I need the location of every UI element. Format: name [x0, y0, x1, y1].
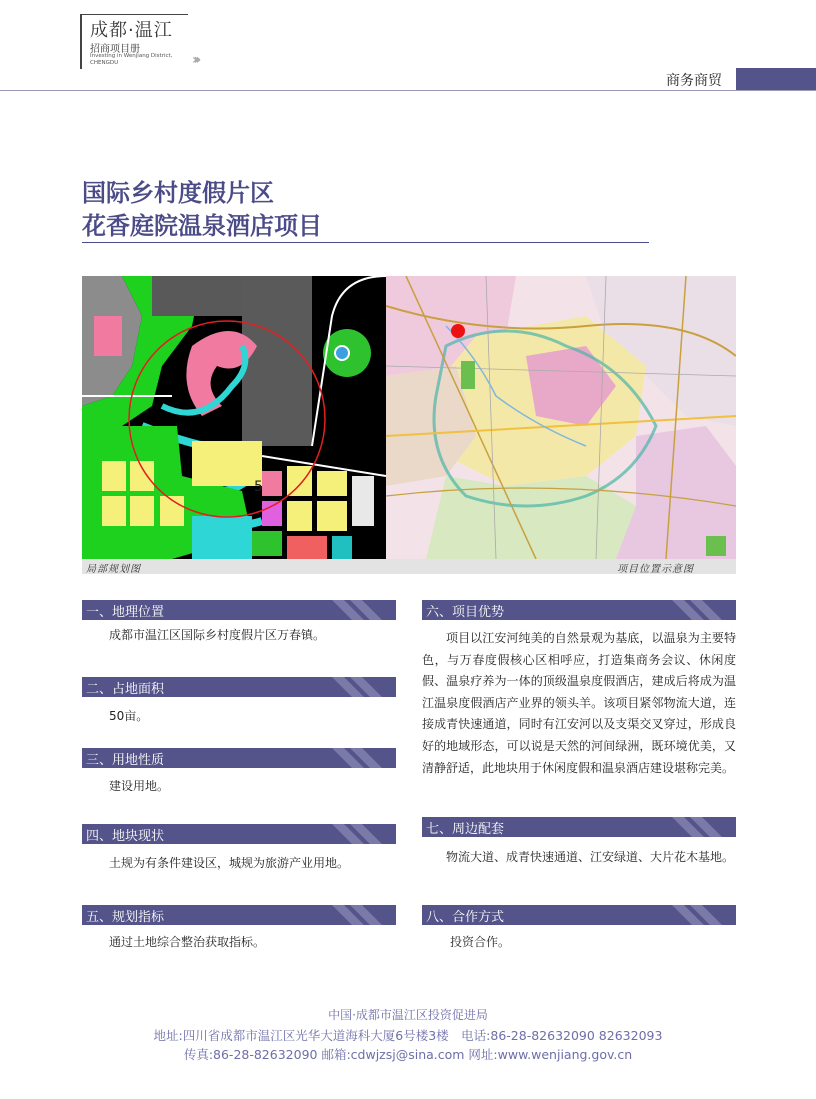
page-title-line1: 国际乡村度假片区 [82, 179, 274, 207]
section-header-surroundings: 七、周边配套 [422, 817, 736, 837]
logo-title: 成都·温江 [90, 20, 173, 41]
section-header-advantages: 六、项目优势 [422, 600, 736, 620]
chevron-right-icon: ››› [192, 52, 198, 68]
section-tag [736, 68, 816, 90]
footer-agency: 中国·成都市温江区投资促进局 [328, 1008, 488, 1022]
section-header-cooperation: 八、合作方式 [422, 905, 736, 925]
section-text-area: 50亩。 [109, 709, 149, 723]
section-text-location: 成都市温江区国际乡村度假片区万春镇。 [109, 628, 326, 642]
section-header-location: 一、地理位置 [82, 600, 396, 620]
section-header-status: 四、地块现状 [82, 824, 396, 844]
section-header-area: 二、占地面积 [82, 677, 396, 697]
section-text-surroundings: 物流大道、成青快速通道、江安绿道、大片花木基地。 [446, 850, 735, 864]
section-text-advantages: 项目以江安河纯美的自然景观为基底，以温泉为主要特色，与万春度假核心区相呼应，打造集商务会议、休闲度假、温泉疗养为一体的顶级温泉度假酒店，建成后将成为温江温泉度假酒店产业界的领头羊。该项目紧邻物流大道，连接成青快速通道，同时有江安河以及支渠交叉穿过，形成良好的地域形态，可以说是天然的河间绿洲，既环境优美，又清静舒适，此地块用于休闲度假和温泉酒店建设堪称完美。 [422, 631, 736, 775]
header-divider [0, 90, 816, 91]
section-text-cooperation: 投资合作。 [450, 935, 511, 949]
section-label: 商务商贸 [666, 73, 722, 89]
logo-subtitle: 招商项目册 [90, 44, 140, 55]
section-header-indicators: 五、规划指标 [82, 905, 396, 925]
plot-number: 5 [254, 479, 263, 495]
section-text-landuse: 建设用地。 [109, 779, 170, 793]
title-divider [82, 242, 649, 243]
right-map-caption: 项目位置示意图 [617, 564, 694, 575]
footer-contact: 传真:86-28-82632090 邮箱:cdwjzsj@sina.com 网址:www.wenjiang.gov.cn [183, 1047, 633, 1062]
logo-english: Investing in Wenjiang District, CHENGDU [90, 53, 173, 66]
left-map-caption: 局部规划图 [86, 564, 141, 575]
page-title-line2: 花香庭院温泉酒店项目 [82, 212, 322, 240]
location-map [386, 276, 736, 559]
section-text-status: 土规为有条件建设区，城规为旅游产业用地。 [109, 856, 350, 870]
section-text-indicators: 通过土地综合整治获取指标。 [109, 935, 266, 949]
local-planning-map [82, 276, 386, 559]
footer-address: 地址:四川省成都市温江区光华大道海科大厦6号楼3楼 电话:86-28-82632090 82632093 [153, 1028, 663, 1043]
section-header-landuse: 三、用地性质 [82, 748, 396, 768]
